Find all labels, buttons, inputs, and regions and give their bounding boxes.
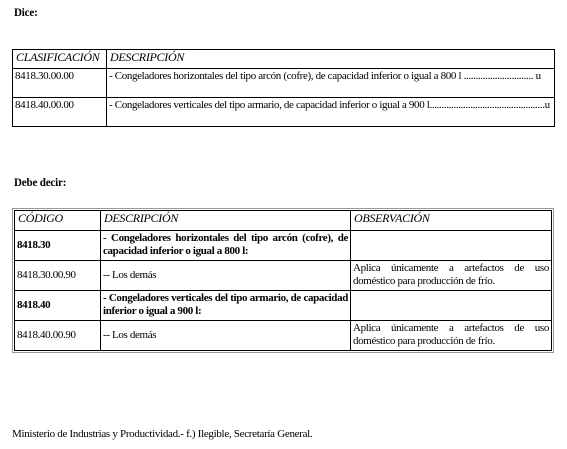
header-codigo: CÓDIGO: [15, 211, 101, 231]
row-1-observation: [351, 231, 552, 261]
dice-table: [12, 49, 555, 127]
table-row: [15, 291, 552, 321]
dice-heading: Dice:: [14, 5, 38, 19]
dice-row-1-description: - Congeladores horizontales del tipo arcón (cofre), de capacidad inferior o igual a 800 l ............................. u: [107, 69, 555, 98]
row-1-description: - Congeladores horizontales del tipo arcón (cofre), de capacidad inferior o igual a 800 l:: [101, 231, 351, 261]
table-row: [15, 261, 552, 291]
dice-header-row: [13, 50, 555, 69]
dice-row-2-code: 8418.40.00.00: [13, 98, 107, 127]
dice-row-1-code: 8418.30.00.00: [13, 69, 107, 98]
row-2-code: 8418.30.00.90: [15, 261, 101, 291]
table-row: [15, 321, 552, 351]
row-3-observation: [351, 291, 552, 321]
row-4-observation: Aplica únicamente a artefactos de uso doméstico para producción de frío.: [351, 321, 552, 351]
table-row: [15, 231, 552, 261]
dice-header-description: DESCRIPCIÓN: [107, 50, 555, 69]
row-1-code: 8418.30: [15, 231, 101, 261]
debe-decir-table: [14, 210, 552, 351]
row-3-code: 8418.40: [15, 291, 101, 321]
debe-decir-header-row: [15, 211, 552, 231]
table-row: [13, 69, 555, 98]
row-4-code: 8418.40.00.90: [15, 321, 101, 351]
header-observacion: OBSERVACIÓN: [351, 211, 552, 231]
row-2-description: -- Los demás: [101, 261, 351, 291]
row-3-description: - Congeladores verticales del tipo armario, de capacidad inferior o igual a 900 l:: [101, 291, 351, 321]
table-row: [13, 98, 555, 127]
dice-row-2-description: - Congeladores verticales del tipo armario, de capacidad inferior o igual a 900 l................................................u: [107, 98, 555, 127]
debe-decir-heading: Debe decir:: [14, 175, 67, 189]
row-2-observation: Aplica únicamente a artefactos de uso doméstico para producción de frío.: [351, 261, 552, 291]
row-4-description: -- Los demás: [101, 321, 351, 351]
dice-header-classification: CLASIFICACIÓN: [13, 50, 107, 69]
footer-signature-line: Ministerio de Industrias y Productividad.- f.) Ilegible, Secretaría General.: [12, 428, 313, 440]
header-descripcion: DESCRIPCIÓN: [101, 211, 351, 231]
